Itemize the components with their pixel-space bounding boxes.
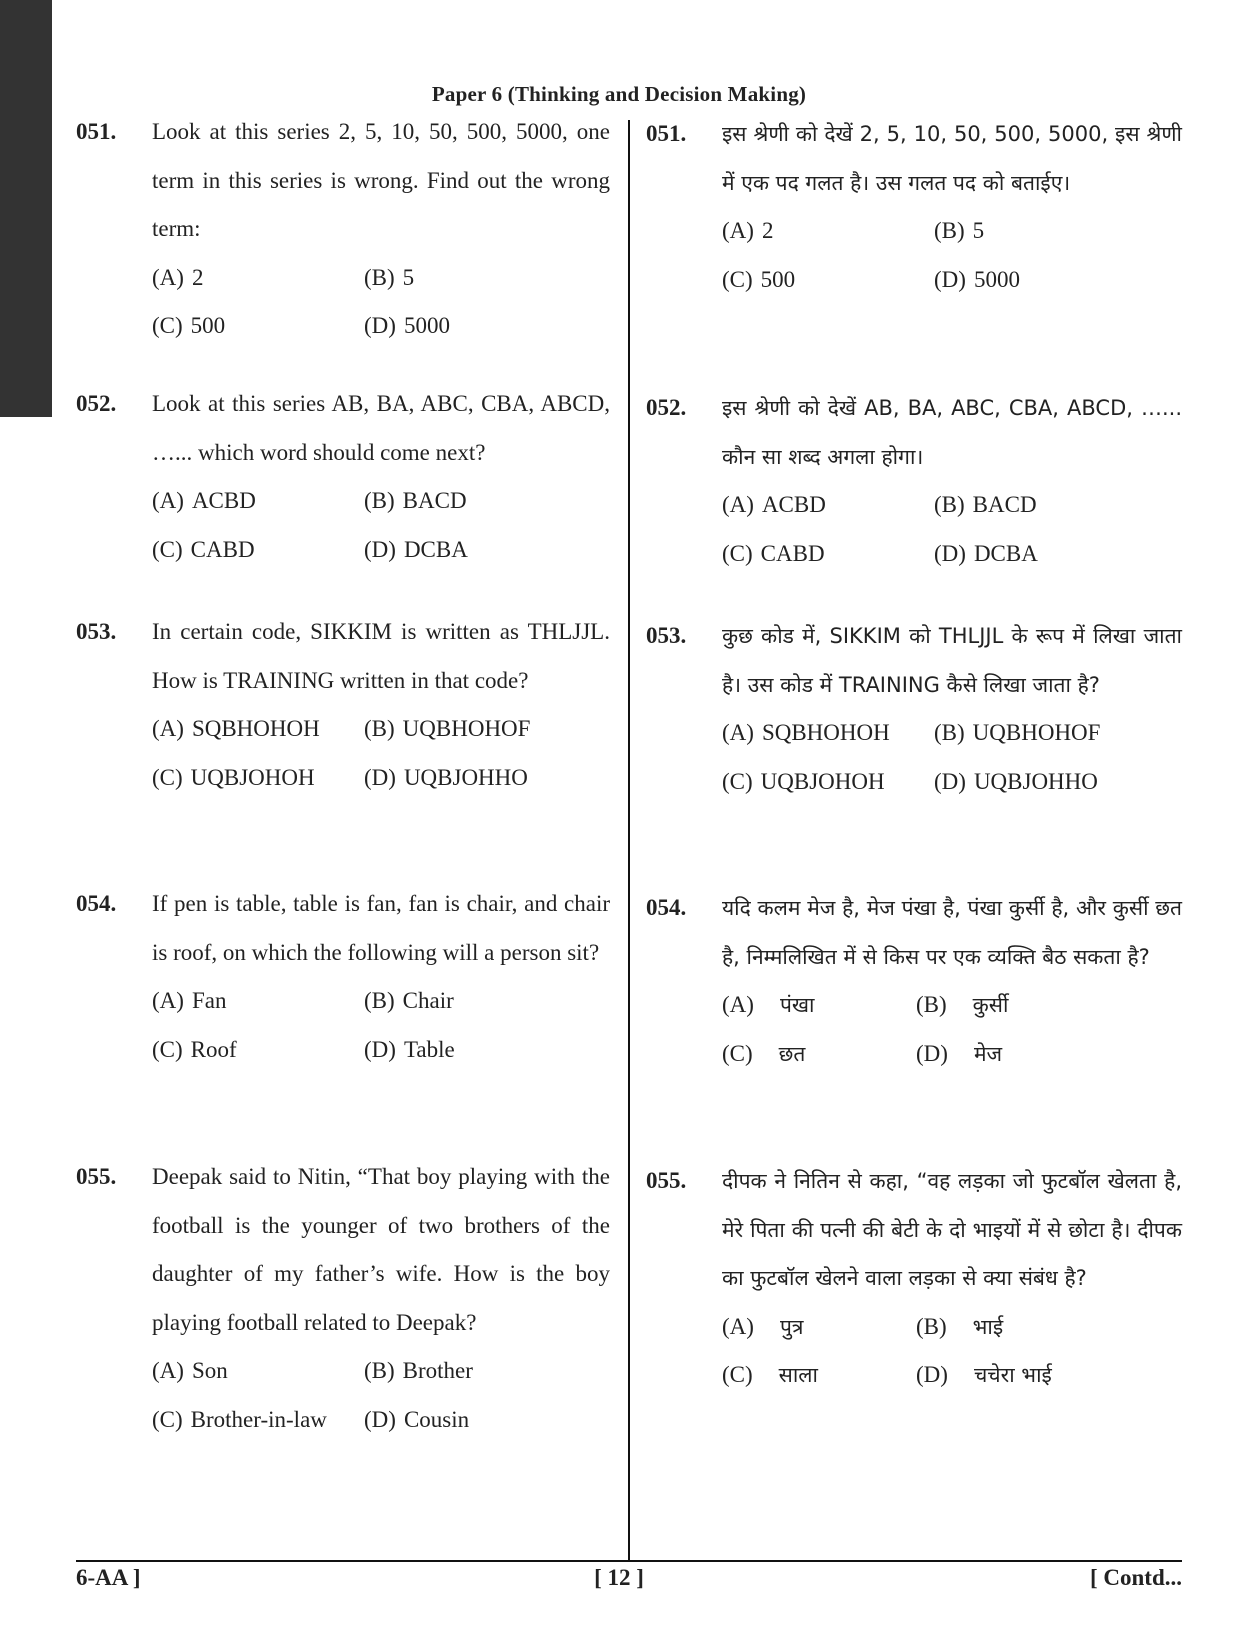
option-a: (A) पंखा <box>722 992 815 1017</box>
question-053-en <box>76 608 610 802</box>
option-a: (A) SQBHOHOH <box>722 720 890 745</box>
option-d: (D) 5000 <box>934 266 1020 292</box>
column-divider <box>628 120 630 1560</box>
page-title: Paper 6 (Thinking and Decision Making) <box>431 82 807 106</box>
option-b: (B) BACD <box>934 492 1037 517</box>
option-c: (C) साला <box>722 1362 818 1387</box>
question-number: 054. <box>76 891 117 916</box>
option-a: (A) 2 <box>722 218 774 243</box>
option-d: (D) DCBA <box>364 536 468 562</box>
option-a: (A) Son <box>152 1358 228 1383</box>
option-c: (C) Brother-in-law <box>152 1406 327 1432</box>
options <box>722 1303 1182 1400</box>
question-text: यदि कलम मेज है, मेज पंखा है, पंखा कुर्सी है, और कुर्सी छत है, निम्मलिखित में से किस पर एक व्यक्ति बैठ सकता है? <box>722 896 1182 969</box>
question-051-hi <box>646 110 1182 304</box>
option-d: (D) UQBJOHHO <box>364 764 528 790</box>
option-a: (A) ACBD <box>722 492 826 517</box>
question-text: इस श्रेणी को देखें AB, BA, ABC, CBA, ABCD, …... कौन सा शब्द अगला होगा। <box>722 396 1182 469</box>
option-b: (B) 5 <box>364 264 415 290</box>
question-number: 051. <box>76 119 117 144</box>
option-c: (C) Roof <box>152 1036 237 1062</box>
question-text: दीपक ने नितिन से कहा, “वह लड़का जो फुटबॉल खेलता है, मेरे पिता की पत्नी की बेटी के दो भाइयों में से छोटा है। दीपक का फुटबॉल खेलने वाला लड़का से क्या संबंध है? <box>722 1169 1182 1290</box>
options <box>152 1347 610 1444</box>
option-a: (A) 2 <box>152 264 204 290</box>
option-d: (D) UQBJOHHO <box>934 768 1098 794</box>
question-055-en <box>76 1153 610 1444</box>
question-052-hi <box>646 384 1182 578</box>
option-d: (D) मेज <box>916 1040 1003 1066</box>
option-c: (C) 500 <box>152 313 226 338</box>
option-d: (D) 5000 <box>364 313 450 338</box>
option-b: (B) UQBHOHOF <box>364 716 531 741</box>
option-a: (A) Fan <box>152 988 227 1013</box>
options <box>152 477 610 574</box>
options <box>722 207 1182 304</box>
question-text: इस श्रेणी को देखें 2, 5, 10, 50, 500, 5000, इस श्रेणी में एक पद गलत है। उस गलत पद को बताईए। <box>722 122 1182 195</box>
option-c: (C) 500 <box>722 266 796 292</box>
option-a: (A) पुत्र <box>722 1313 804 1339</box>
option-d: (D) Cousin <box>364 1406 470 1432</box>
margin-decorative-pattern <box>0 0 52 417</box>
question-054-en <box>76 880 610 1074</box>
question-text: Look at this series 2, 5, 10, 50, 500, 5000, one term in this series is wrong. Find out the wrong term: <box>152 119 610 241</box>
footer-paper-code: 6-AA ] <box>76 1565 141 1590</box>
option-b: (B) Chair <box>364 988 454 1013</box>
option-c: (C) CABD <box>722 540 825 566</box>
question-number: 052. <box>646 395 687 420</box>
footer-page-number: [ 12 ] <box>594 1565 644 1590</box>
question-number: 052. <box>76 391 117 416</box>
footer-continued: [ Contd... <box>1089 1565 1182 1590</box>
question-text: कुछ कोड में, SIKKIM को THLJJL के रूप में लिखा जाता है। उस कोड में TRAINING कैसे लिखा जाता है? <box>722 624 1182 697</box>
option-c: (C) UQBJOHOH <box>152 764 315 790</box>
question-054-hi <box>646 884 1182 1078</box>
question-052-en <box>76 380 610 574</box>
option-b: (B) भाई <box>916 1313 1004 1339</box>
question-number: 053. <box>76 619 117 644</box>
footer-rule <box>76 1560 1182 1562</box>
option-b: (B) Brother <box>364 1358 473 1383</box>
option-d: (D) चचेरा भाई <box>916 1362 1052 1387</box>
option-c: (C) CABD <box>152 536 255 562</box>
question-number: 051. <box>646 121 687 146</box>
question-number: 053. <box>646 623 687 648</box>
options <box>722 981 1182 1078</box>
question-text: If pen is table, table is fan, fan is chair, and chair is roof, on which the following will a person sit? <box>152 891 610 965</box>
options <box>152 705 610 802</box>
option-d: (D) Table <box>364 1036 455 1062</box>
option-b: (B) BACD <box>364 488 467 513</box>
question-text: Deepak said to Nitin, “That boy playing with the football is the younger of two brothers of the daughter of my father’s wife. How is the boy playing football related to Deepak? <box>152 1164 610 1335</box>
options <box>152 977 610 1074</box>
question-051-en <box>76 108 610 351</box>
option-c: (C) UQBJOHOH <box>722 768 885 794</box>
option-a: (A) ACBD <box>152 488 256 513</box>
option-d: (D) DCBA <box>934 540 1038 566</box>
option-c: (C) छत <box>722 1040 806 1066</box>
question-number: 054. <box>646 895 687 920</box>
question-number: 055. <box>646 1168 687 1193</box>
option-b: (B) UQBHOHOF <box>934 720 1101 745</box>
question-053-hi <box>646 612 1182 806</box>
question-055-hi <box>646 1157 1182 1400</box>
option-a: (A) SQBHOHOH <box>152 716 320 741</box>
option-b: (B) कुर्सी <box>916 992 1009 1017</box>
options <box>152 254 610 351</box>
question-text: In certain code, SIKKIM is written as THLJJL. How is TRAINING written in that code? <box>152 619 610 693</box>
question-text: Look at this series AB, BA, ABC, CBA, ABCD, …... which word should come next? <box>152 391 610 465</box>
options <box>722 709 1182 806</box>
question-number: 055. <box>76 1164 117 1189</box>
option-b: (B) 5 <box>934 218 985 243</box>
options <box>722 481 1182 578</box>
